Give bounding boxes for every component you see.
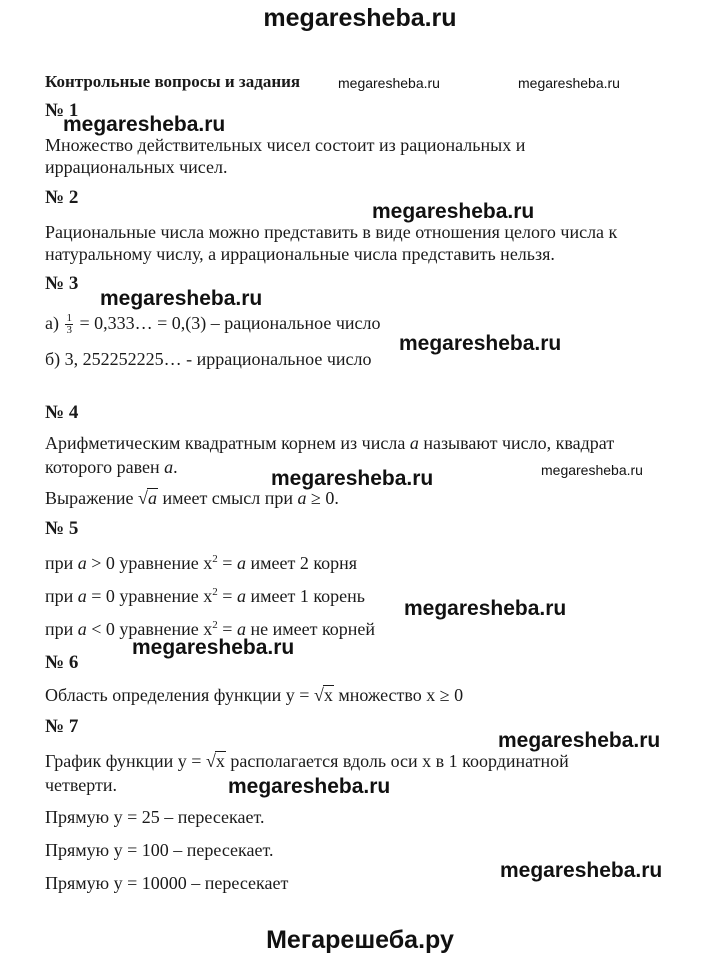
variable-a: a — [236, 619, 246, 639]
sqrt-x — [206, 750, 226, 772]
section-title: Контрольные вопросы и задания — [45, 72, 301, 91]
q6-text-end: множество x ≥ 0 — [338, 685, 464, 705]
q4-def-start: Арифметическим квадратным корнем из числа — [45, 433, 406, 453]
watermark-small: megaresheba.ru — [338, 75, 440, 91]
watermark: megaresheba.ru — [372, 200, 535, 223]
watermark-small: megaresheba.ru — [518, 75, 620, 91]
q6-text-start: Область определения функции y = — [45, 685, 310, 705]
variable-a: a — [297, 488, 307, 508]
watermark-small: megaresheba.ru — [541, 462, 643, 478]
watermark: megaresheba.ru — [500, 859, 663, 882]
watermark: megaresheba.ru — [228, 775, 391, 798]
radicand: x — [323, 685, 333, 705]
sqrt-a — [138, 487, 158, 509]
watermark: megaresheba.ru — [132, 636, 295, 659]
watermark: megaresheba.ru — [100, 287, 263, 310]
watermark: megaresheba.ru — [271, 467, 434, 490]
q4-def-end: называют число, квадрат — [423, 433, 615, 453]
question-3-b: б) 3, 252252225… - иррациональное число — [45, 349, 372, 369]
fraction-denominator: 3 — [66, 324, 72, 337]
q4-expr-end: ≥ 0. — [311, 488, 339, 508]
watermark: megaresheba.ru — [404, 597, 567, 620]
question-number-5: № 5 — [45, 518, 79, 539]
radicand: a — [147, 488, 157, 508]
q5-result: не имеет корней — [250, 619, 376, 639]
question-7-line-y10000: Прямую y = 10000 – пересекает — [45, 873, 289, 893]
variable-a: a — [164, 457, 174, 477]
q3-a-rest: = 0,333… = 0,(3) – рациональное число — [79, 313, 381, 333]
site-footer: Мегарешеба.ру — [266, 926, 454, 954]
q5-result: имеет 2 корня — [250, 553, 358, 573]
question-1-text: Множество действительных чисел состоит из рациональных и иррациональных чисел. — [45, 135, 526, 177]
q5-eq: уравнение x — [119, 619, 213, 639]
q7-text-end: располагается вдоль оси x в 1 координатной — [230, 751, 569, 771]
q3-a-label: а) — [45, 313, 59, 333]
variable-a: a — [409, 433, 419, 453]
fraction — [65, 313, 73, 336]
q5-eq-end: = — [222, 553, 233, 573]
question-number-7: № 7 — [45, 716, 79, 737]
watermark: megaresheba.ru — [63, 113, 226, 136]
question-5-row — [45, 552, 357, 574]
fraction-numerator: 1 — [66, 312, 72, 325]
question-number-2: № 2 — [45, 187, 79, 208]
question-4-line-1 — [45, 432, 614, 454]
q4-expr-mid: имеет смысл при — [162, 488, 294, 508]
watermark: megaresheba.ru — [399, 332, 562, 355]
q5-prefix: при — [45, 553, 74, 573]
question-4-line-2 — [45, 456, 178, 478]
q7-text-start: График функции y = — [45, 751, 202, 771]
question-number-3: № 3 — [45, 273, 79, 294]
question-number-4: № 4 — [45, 402, 79, 423]
q5-eq: уравнение x — [119, 586, 213, 606]
q5-cond: > 0 — [91, 553, 115, 573]
variable-a: a — [236, 553, 246, 573]
variable-a: a — [77, 586, 87, 606]
radicand: x — [215, 751, 225, 771]
question-7-line-y100: Прямую y = 100 – пересекает. — [45, 840, 274, 860]
q5-result: имеет 1 корень — [250, 586, 365, 606]
q5-eq: уравнение x — [119, 553, 213, 573]
q5-eq-end: = — [222, 586, 233, 606]
radical-icon: √ — [313, 685, 324, 705]
question-6-text — [45, 684, 463, 706]
q4-expr-start: Выражение — [45, 488, 134, 508]
radical-icon: √ — [205, 751, 216, 771]
sqrt-x — [314, 684, 334, 706]
question-number-6: № 6 — [45, 652, 79, 673]
question-3-a — [45, 312, 381, 336]
variable-a: a — [77, 553, 87, 573]
question-7-line-2: четверти. — [45, 775, 118, 795]
q5-sup: 2 — [212, 619, 218, 631]
site-header: megaresheba.ru — [263, 4, 457, 32]
question-2-text: Рациональные числа можно представить в виде отношения целого числа к натуральному числу, а иррациональные числа представить нельзя. — [45, 222, 618, 264]
variable-a: a — [77, 619, 87, 639]
q5-cond: = 0 — [91, 586, 115, 606]
radical-icon: √ — [138, 488, 148, 508]
question-5-row — [45, 585, 365, 607]
q5-eq-end: = — [222, 619, 233, 639]
question-7-line-1 — [45, 750, 569, 772]
q5-sup: 2 — [212, 586, 218, 598]
q5-prefix: при — [45, 586, 74, 606]
question-7-line-y25: Прямую y = 25 – пересекает. — [45, 807, 265, 827]
q5-sup: 2 — [212, 553, 218, 565]
question-number-1: № 1 — [45, 100, 79, 121]
question-4-expression — [45, 487, 339, 509]
variable-a: a — [236, 586, 246, 606]
q4-def-line2: которого равен — [45, 457, 160, 477]
q5-prefix: при — [45, 619, 74, 639]
watermark: megaresheba.ru — [498, 729, 661, 752]
q5-cond: < 0 — [91, 619, 115, 639]
q4-def-line2-end: . — [173, 457, 178, 477]
